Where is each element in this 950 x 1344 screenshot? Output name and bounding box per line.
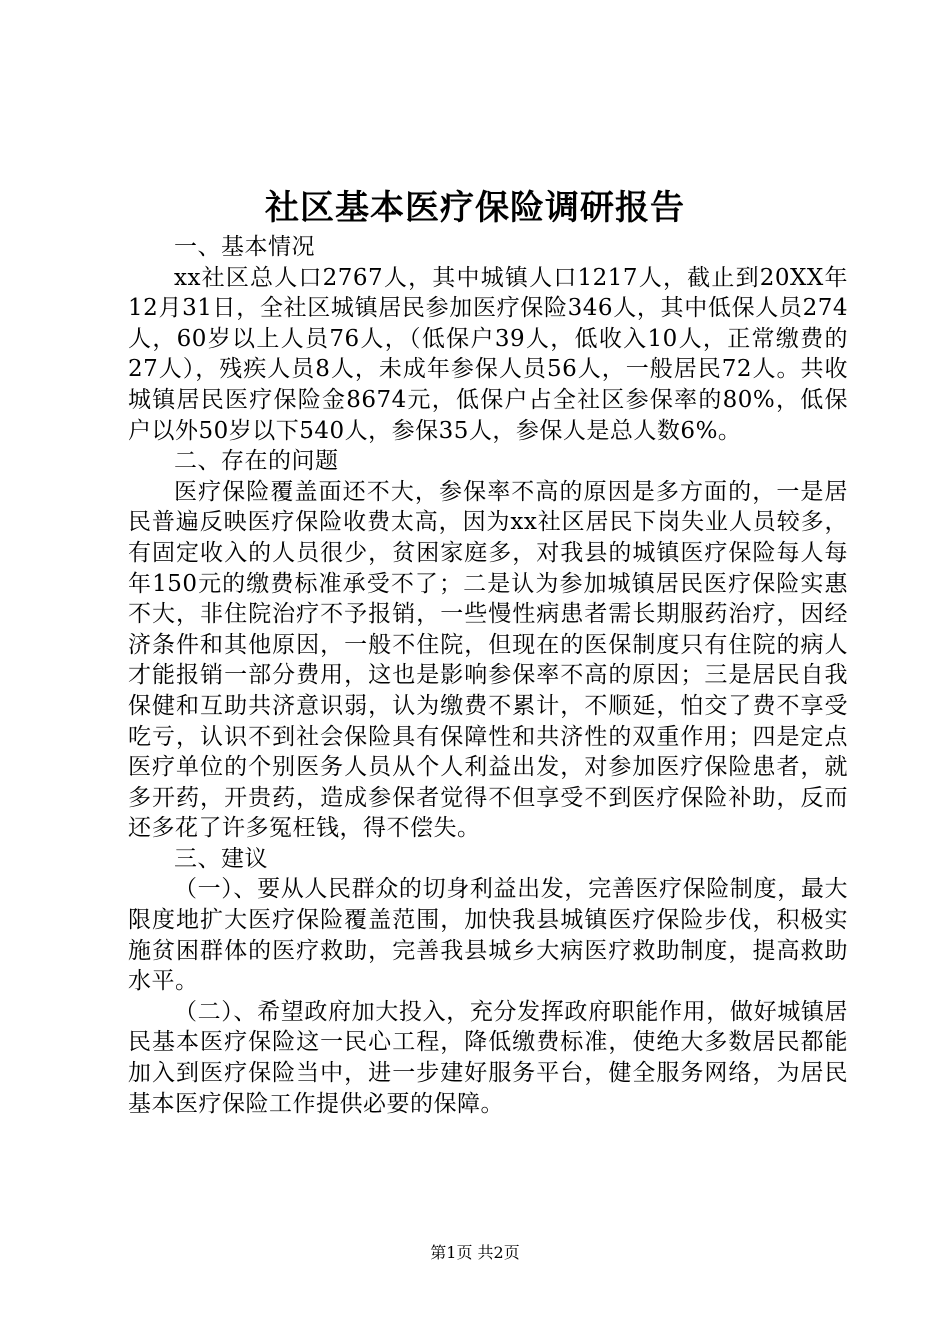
section-heading-suggestions: 三、建议 <box>174 845 268 872</box>
paragraph-basic-situation: xx社区总人口2767人，其中城镇人口1217人，截止到20XX年12月31日，全社区城镇居民参加医疗保险346人，其中低保人员274人，60岁以上人员76人，（低保户39人，低收入10人，正常缴费的27人），残疾人员8人，未成年参保人员56人，一般居民72人。共收城镇居民医疗保险金8674元，低保户占全社区参保率的80%，低保户以外50岁以下540人，参保35人，参保人是总人数6%。 <box>128 264 848 444</box>
paragraph-suggestion-1: （一）、要从人民群众的切身利益出发，完善医疗保险制度，最大限度地扩大医疗保险覆盖范围，加快我县城镇医疗保险步伐，积极实施贫困群体的医疗救助，完善我县城乡大病医疗救助制度，提高救助水平。 <box>128 876 848 995</box>
page-title: 社区基本医疗保险调研报告 <box>265 188 685 228</box>
paragraph-problems: 医疗保险覆盖面还不大，参保率不高的原因是多方面的，一是居民普遍反映医疗保险收费太高，因为xx社区居民下岗失业人员较多，有固定收入的人员很少，贫困家庭多，对我县的城镇医疗保险每人每年150元的缴费标准承受不了；二是认为参加城镇居民医疗保险实惠不大，非住院治疗不予报销，一些慢性病患者需长期服药治疗，因经济条件和其他原因，一般不住院，但现在的医保制度只有住院的病人才能报销一部分费用，这也是影响参保率不高的原因；三是居民自我保健和互助共济意识弱，认为缴费不累计，不顺延，怕交了费不享受吃亏，认识不到社会保险具有保障性和共济性的双重作用；四是定点医疗单位的个别医务人员从个人利益出发，对参加医疗保险患者，就多开药，开贵药，造成参保者觉得不但享受不到医疗保险补助，反而还多花了许多冤枉钱，得不偿失。 <box>128 478 848 842</box>
paragraph-suggestion-2: （二）、希望政府加大投入，充分发挥政府职能作用，做好城镇居民基本医疗保险这一民心工程，降低缴费标准，使绝大多数居民都能加入到医疗保险当中，进一步建好服务平台，健全服务网络，为居民基本医疗保险工作提供必要的保障。 <box>128 998 848 1117</box>
page-footer: 第1页 共2页 <box>430 1243 520 1262</box>
section-heading-problems: 二、存在的问题 <box>174 448 339 475</box>
document-body <box>128 232 848 1119</box>
section-heading-basic-situation: 一、基本情况 <box>174 234 315 260</box>
